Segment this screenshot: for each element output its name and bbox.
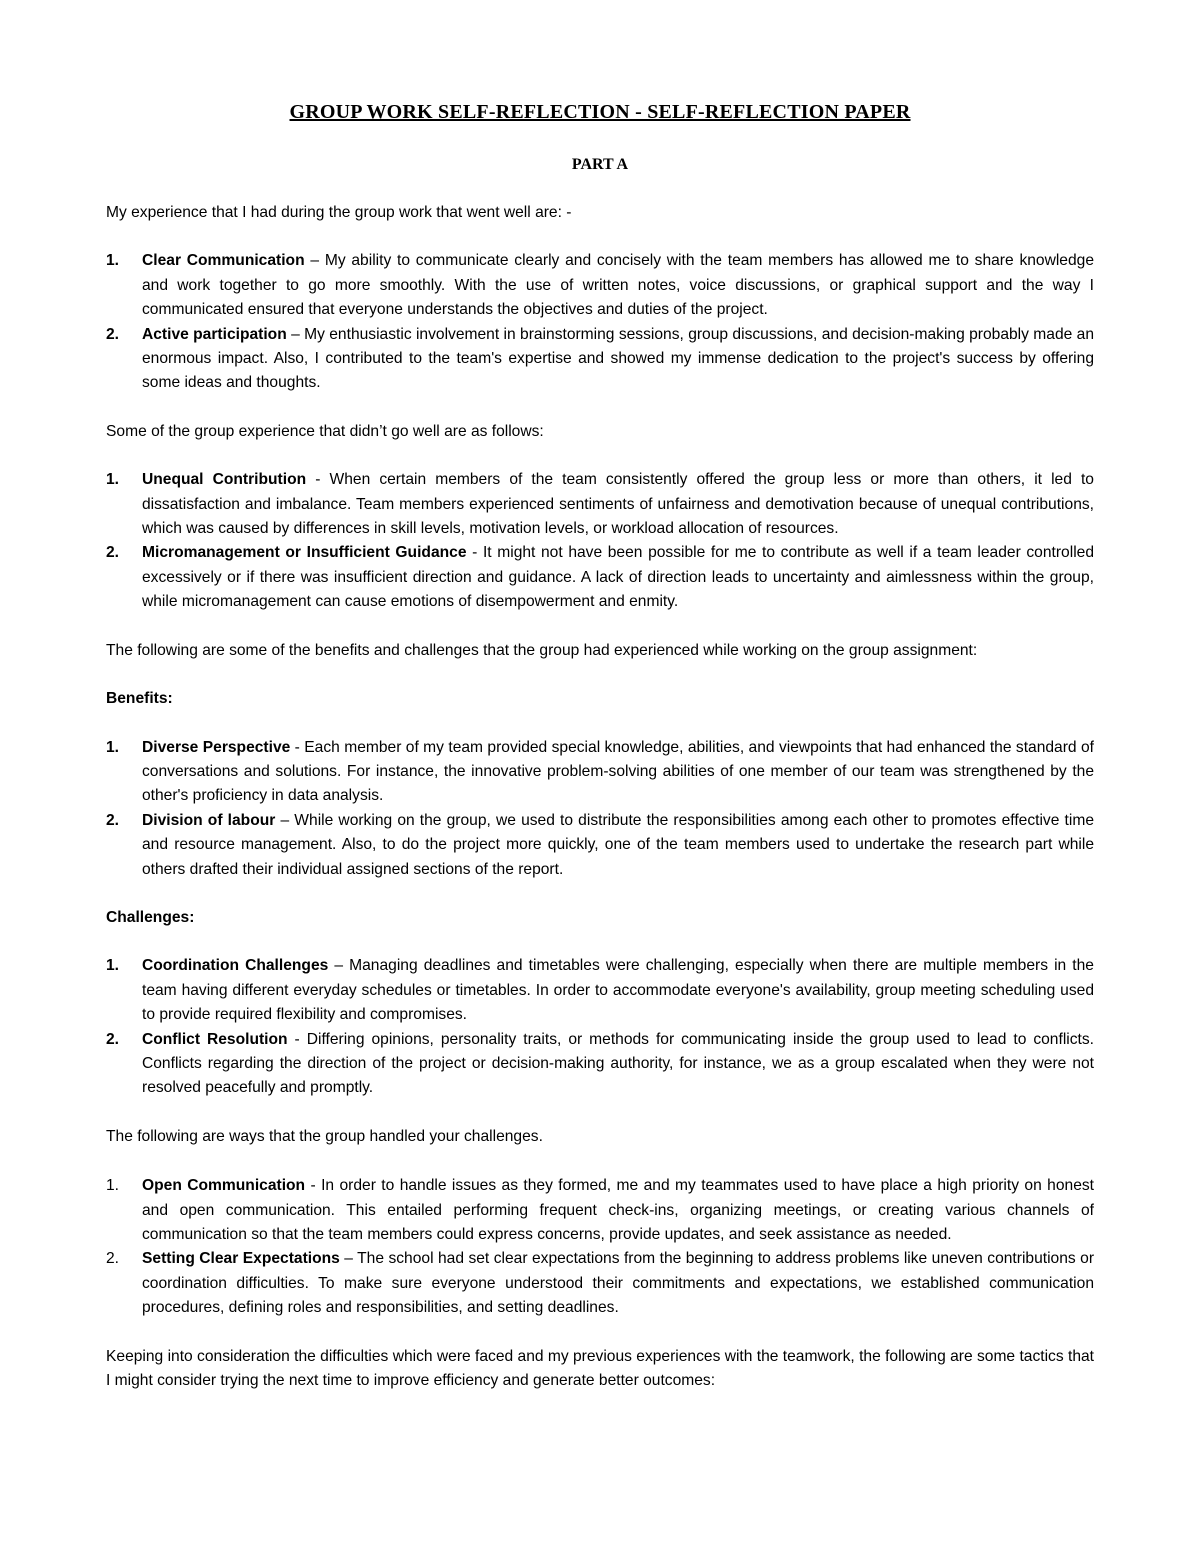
list-item: 2. Conflict Resolution - Differing opinions, personality traits, or methods for communicating inside the group used to lead to conflicts. Conflicts regarding the direction of the project or decision-making authority, for instance, we as a group escalated when they were not resolved peacefully and promptly.: [106, 1030, 1095, 1097]
list-item: 2. Micromanagement or Insufficient Guidance - It might not have been possible for me to contribute as well if a team leader controlled excessively or if there was insufficient direction and guidance. A lack of direction leads to uncertainty and aimlessness within the group, while micromanagement can cause emotions of disempowerment and enmity.: [106, 544, 1095, 611]
intro-not-well: Some of the group experience that didn’t go well are as follows:: [106, 422, 544, 440]
challenges-list: [106, 954, 1094, 1100]
list-item: 1. Unequal Contribution - When certain members of the team consistently offered the group less or more than others, it led to dissatisfaction and imbalance. Team members experienced sentiments of unfairness and demotivation because of unequal contributions, which was caused by differences in skill levels, motivation levels, or workload allocation of resources.: [106, 471, 1094, 538]
benefits-heading: Benefits:: [106, 690, 173, 708]
not-well-list: [106, 468, 1094, 614]
list-item: 1. Clear Communication – My ability to communicate clearly and concisely with the team members has allowed me to share knowledge and work together to go more smoothly. With the use of written notes, voice discussions, or graphical support and the way I communicated ensured that everyone understands the objectives and duties of the project.: [106, 252, 1095, 319]
list-item: 1. Diverse Perspective - Each member of my team provided special knowledge, abilities, and viewpoints that had enhanced the standard of conversations and solutions. For instance, the innovative problem-solving abilities of one member of our team was strengthened by the other's proficiency in data analysis.: [106, 738, 1094, 805]
closing-paragraph: Keeping into consideration the difficulties which were faced and my previous experiences with the teamwork, the following are some tactics that I might consider trying the next time to improve efficiency and generate better outcomes:: [106, 1347, 1094, 1390]
intro-went-well: My experience that I had during the group work that went well are: -: [106, 204, 572, 221]
handled-list: [106, 1174, 1094, 1320]
list-item: 2. Setting Clear Expectations – The school had set clear expectations from the beginning to address problems like uneven contributions or coordination difficulties. To make sure everyone understood their commitments and expectations, we established communication procedures, defining roles and responsibilities, and setting deadlines.: [106, 1250, 1095, 1317]
part-heading: PART A: [571, 156, 629, 173]
list-item: 2. Active participation – My enthusiastic involvement in brainstorming sessions, group discussions, and decision-making probably made an enormous impact. Also, I contributed to the team's expertise and showed my immense dedication to the project's success by offering some ideas and thoughts.: [106, 325, 1094, 392]
list-item: 1. Open Communication - In order to handle issues as they formed, me and my teammates used to have place a high priority on honest and open communication. This entailed performing frequent check-ins, organizing meetings, or creating various channels of communication so that the team members could express concerns, provide updates, and seek assistance as needed.: [106, 1177, 1094, 1243]
intro-handled: The following are ways that the group handled your challenges.: [106, 1127, 543, 1145]
intro-benefits-challenges: The following are some of the benefits and challenges that the group had experienced while working on the group assignment:: [106, 641, 978, 659]
challenges-heading: Challenges:: [106, 908, 195, 926]
went-well-list: [106, 249, 1094, 395]
document-body: [106, 201, 1094, 1393]
page-title: GROUP WORK SELF-REFLECTION - SELF-REFLECTION PAPER: [289, 101, 911, 123]
list-item: 1. Coordination Challenges – Managing deadlines and timetables were challenging, especially when there are multiple members in the team having different everyday schedules or timetables. In order to accommodate everyone's availability, group meeting scheduling used to provide required flexibility and compromises.: [106, 957, 1094, 1024]
list-item: 2. Division of labour – While working on the group, we used to distribute the responsibilities among each other to promotes effective time and resource management. Also, to do the project more quickly, one of the team members used to undertake the research part while others drafted their individual assigned sections of the report.: [106, 811, 1095, 878]
benefits-list: [106, 736, 1094, 882]
